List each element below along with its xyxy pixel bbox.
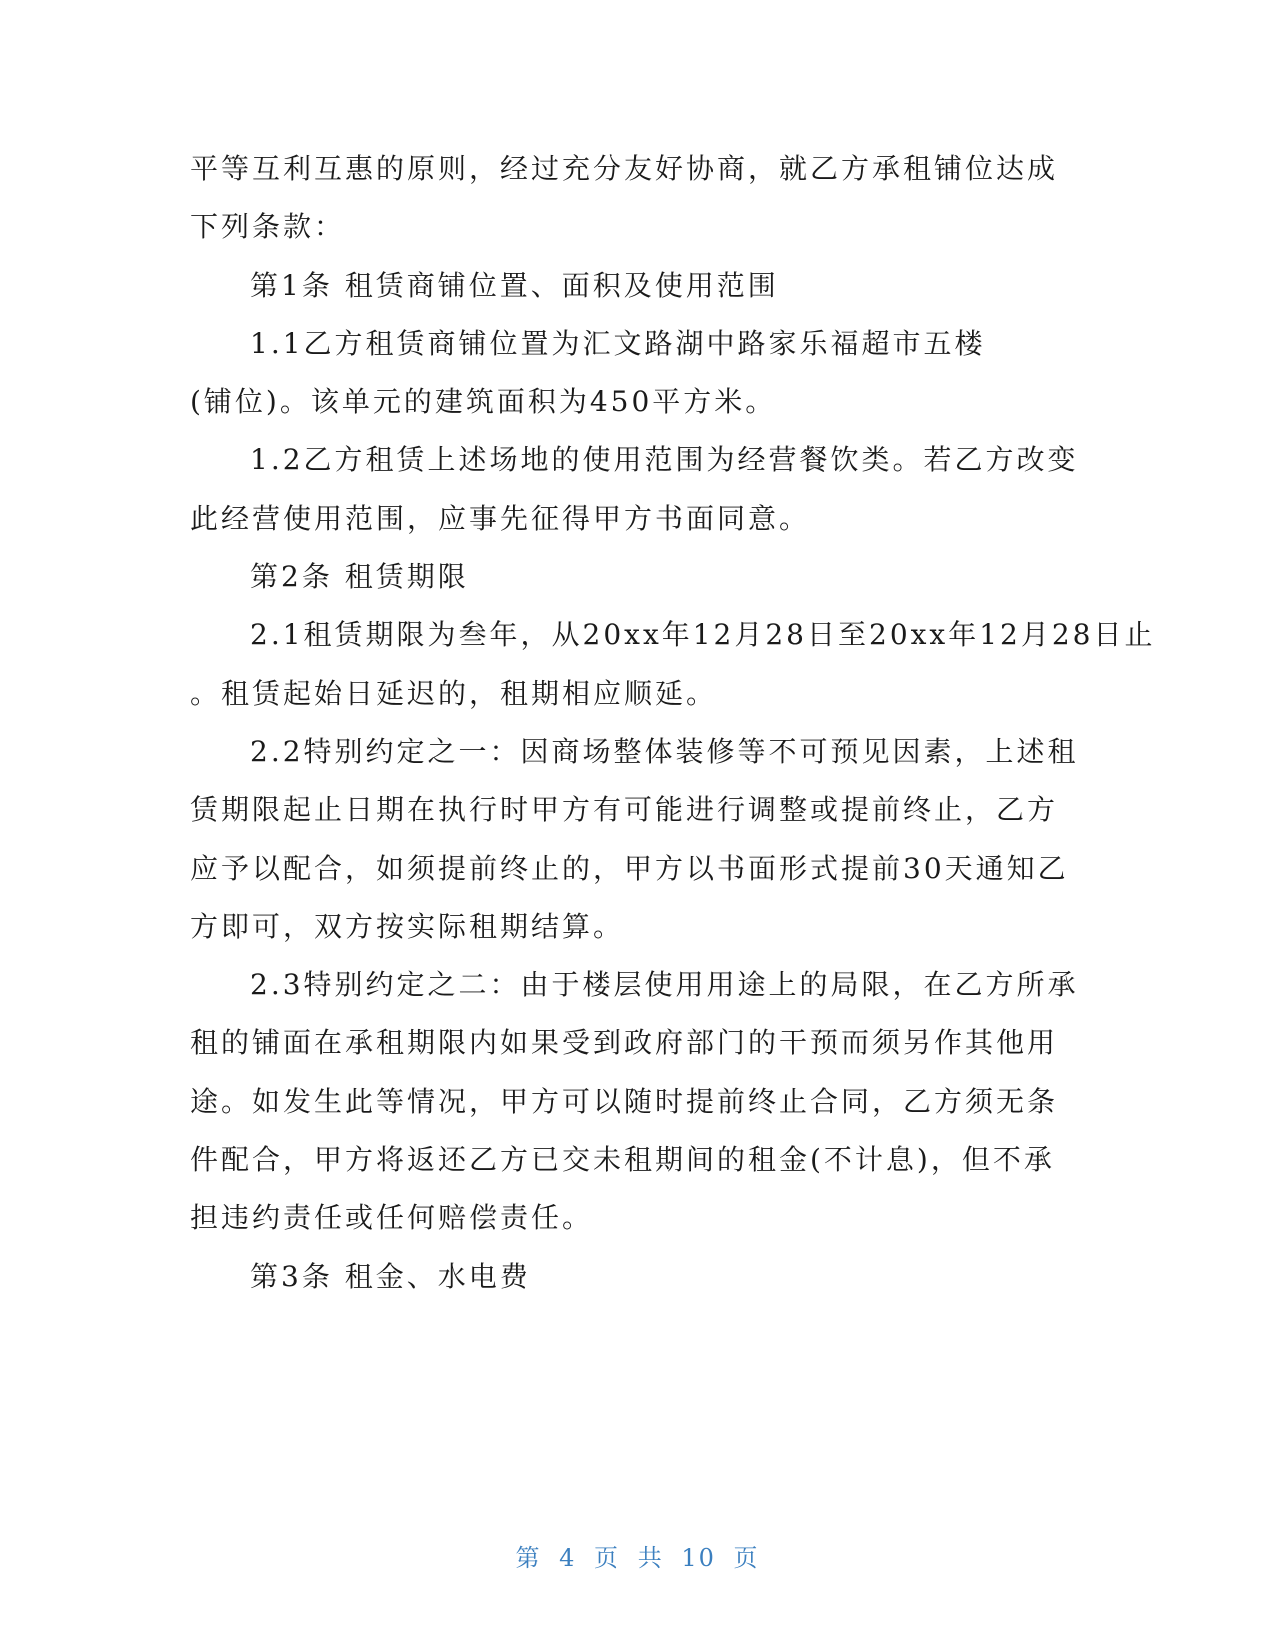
page-footer: [0, 1538, 1275, 1573]
body-line: 下列条款：: [190, 210, 346, 244]
body-line: (铺位)。该单元的建筑面积为450平方米。: [190, 385, 777, 419]
body-line: 途。如发生此等情况，甲方可以随时提前终止合同，乙方须无条: [190, 1084, 1059, 1118]
document-body: [190, 140, 1156, 1306]
clause-line: 1.2乙方租赁上述场地的使用范围为经营餐饮类。若乙方改变: [250, 443, 1079, 477]
body-line: 此经营使用范围，应事先征得甲方书面同意。: [190, 501, 811, 535]
body-line: 平等互利互惠的原则，经过充分友好协商，就乙方承租铺位达成: [190, 152, 1059, 185]
article-heading: 第3条 租金、水电费: [250, 1259, 531, 1293]
footer-total-label: 共: [637, 1544, 664, 1572]
article-heading: 第2条 租赁期限: [250, 560, 469, 594]
clause-line: 2.3特别约定之二：由于楼层使用用途上的局限，在乙方所承: [250, 968, 1079, 1002]
body-line: 赁期限起止日期在执行时甲方有可能进行调整或提前终止，乙方: [190, 793, 1059, 827]
total-pages-number: 10: [681, 1544, 716, 1572]
current-page-number: 4: [559, 1544, 577, 1572]
clause-line: 1.1乙方租赁商铺位置为汇文路湖中路家乐福超市五楼: [250, 326, 986, 360]
clause-line: 2.1租赁期限为叁年，从20xx年12月28日至20xx年12月28日止: [250, 618, 1156, 652]
body-line: 方即可，双方按实际租期结算。: [190, 909, 625, 943]
body-line: 租的铺面在承租期限内如果受到政府部门的干预而须另作其他用: [190, 1026, 1059, 1060]
body-line: 担违约责任或任何赔偿责任。: [190, 1201, 594, 1235]
article-heading: 第1条 租赁商铺位置、面积及使用范围: [250, 268, 779, 302]
body-line: 件配合，甲方将返还乙方已交未租期间的租金(不计息)，但不承: [190, 1143, 1055, 1177]
body-line: 。租赁起始日延迟的，租期相应顺延。: [190, 676, 718, 710]
footer-suffix: 页: [733, 1544, 760, 1572]
clause-line: 2.2特别约定之一：因商场整体装修等不可预见因素，上述租: [250, 734, 1079, 768]
body-line: 应予以配合，如须提前终止的，甲方以书面形式提前30天通知乙: [190, 851, 1069, 885]
footer-prefix: 第: [515, 1544, 542, 1572]
footer-page-word: 页: [594, 1544, 621, 1572]
